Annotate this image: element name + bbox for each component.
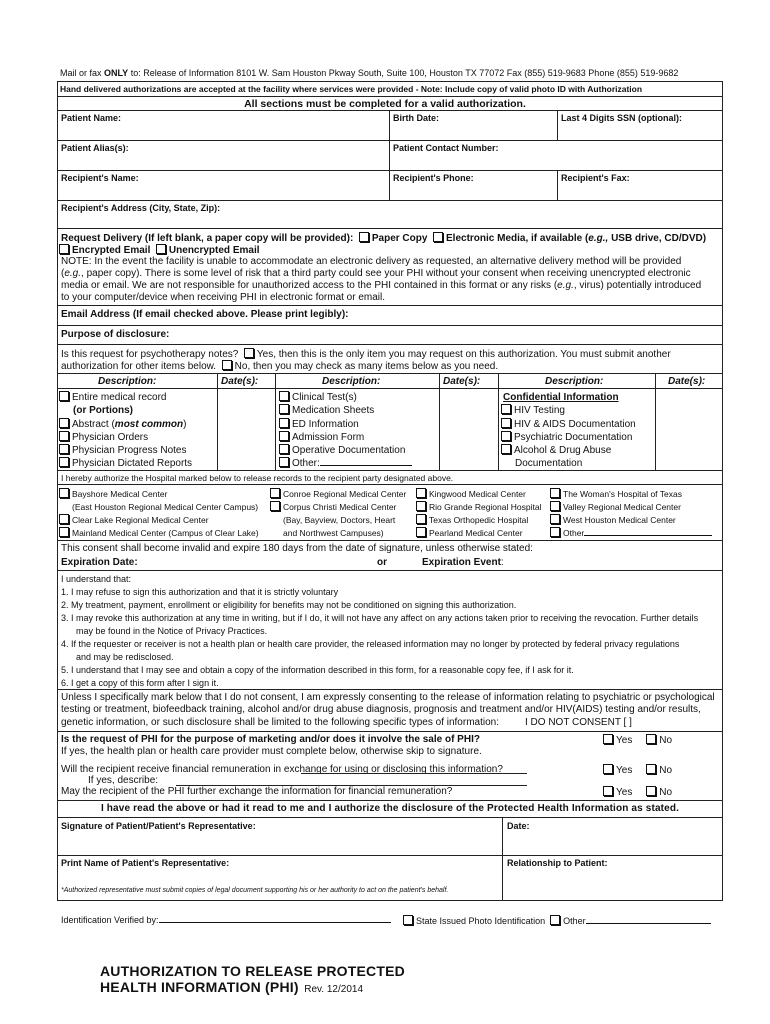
- other-item-field[interactable]: [320, 465, 412, 466]
- kingwood-checkbox[interactable]: [416, 488, 426, 498]
- other-item-checkbox[interactable]: [279, 457, 289, 467]
- other-hospital-checkbox[interactable]: [550, 527, 560, 537]
- list-item: Alcohol & Drug Abuse: [501, 444, 636, 457]
- verified-by-field[interactable]: [159, 922, 391, 923]
- list-item: 6. I get a copy of this form after I sign it.: [61, 678, 219, 688]
- other-hospital-field[interactable]: [584, 535, 712, 536]
- hospitals-col2: Conroe Regional Medical Center Corpus Christi Medical Center (Bay, Bayview, Doctors, Heart and Northwest Campuses): [270, 488, 406, 540]
- col3-dates-header: Date(s):: [668, 376, 706, 387]
- further-exchange-question: May the recipient of the PHI further exchange the information for financial remuneration?: [61, 786, 453, 797]
- list-item: 5. I understand that I may see and obtain a copy of the information described in this form, for a reasonable copy fee, if I ask for it.: [61, 665, 574, 675]
- rio-grande-checkbox[interactable]: [416, 501, 426, 511]
- remuneration-yes-checkbox[interactable]: [603, 764, 613, 774]
- col1-description-header: Description:: [98, 376, 157, 387]
- electronic-media-checkbox[interactable]: [433, 232, 443, 242]
- hospitals-col1: Bayshore Medical Center (East Houston Regional Medical Center Campus) Clear Lake Regional Medical Center Mainland Medical Center (Campus of Clear Lake): [59, 488, 259, 540]
- remuneration-no-checkbox[interactable]: [646, 764, 656, 774]
- further-exchange-options: Yes No: [603, 786, 672, 798]
- hospital-intro: I hereby authorize the Hospital marked below to release records to the recipient party designated above.: [61, 473, 454, 483]
- items-col2: [279, 391, 412, 471]
- purpose-label: Purpose of disclosure:: [61, 329, 170, 340]
- delivery-note-4: to your computer/device when receiving PHI in electronic format or email.: [61, 292, 386, 303]
- list-item: Medication Sheets: [279, 404, 412, 417]
- marketing-options: Yes No: [603, 734, 672, 746]
- paper-copy-checkbox[interactable]: [359, 232, 369, 242]
- psychiatric-doc-checkbox[interactable]: [501, 431, 511, 441]
- patient-contact-label: Patient Contact Number:: [393, 143, 499, 153]
- items-col1: [59, 391, 192, 471]
- list-item: Documentation: [515, 458, 583, 470]
- list-item: Confidential Information: [503, 392, 619, 403]
- ssn-label: Last 4 Digits SSN (optional):: [561, 113, 683, 123]
- expiration-or: or: [377, 557, 387, 568]
- list-item: 3. I may revoke this authorization at any time in writing, but if I do, it will not have any affect on any actions taken prior to receiving the revocation. Further details: [61, 613, 699, 623]
- encrypted-email-checkbox[interactable]: [59, 244, 69, 254]
- col1-dates-header: Date(s):: [221, 376, 259, 387]
- unencrypted-email-checkbox[interactable]: [156, 244, 166, 254]
- texas-ortho-checkbox[interactable]: [416, 514, 426, 524]
- bayshore-checkbox[interactable]: [59, 488, 69, 498]
- clear-lake-checkbox[interactable]: [59, 514, 69, 524]
- col3-description-header: Description:: [545, 376, 604, 387]
- state-id-checkbox[interactable]: [403, 915, 413, 925]
- list-item: (or Portions): [73, 405, 133, 417]
- pearland-checkbox[interactable]: [416, 527, 426, 537]
- physician-orders-checkbox[interactable]: [59, 431, 69, 441]
- list-item: Physician Progress Notes: [59, 444, 192, 457]
- relationship-label: Relationship to Patient:: [507, 858, 608, 868]
- revision: Rev. 12/2014: [304, 984, 364, 995]
- signature-label: Signature of Patient/Patient's Representative:: [61, 821, 256, 831]
- conroe-checkbox[interactable]: [270, 488, 280, 498]
- mainland-checkbox[interactable]: [59, 527, 69, 537]
- identification-options: State Issued Photo Identification Other: [403, 915, 711, 926]
- admission-form-checkbox[interactable]: [279, 431, 289, 441]
- print-name-label: Print Name of Patient's Representative:: [61, 858, 230, 868]
- list-item: Admission Form: [279, 431, 412, 444]
- list-item: Abstract (most common): [59, 418, 192, 431]
- hand-delivered-note: Hand delivered authorizations are accepted at the facility where services were provided - Note: Include copy of valid photo ID with Authorization: [60, 84, 643, 94]
- delivery-note-1: NOTE: In the event the facility is unable to accommodate an electronic delivery as requested, an alternative delivery method will be provided: [61, 256, 682, 267]
- list-item: may be found in the Notice of Privacy Practices.: [76, 626, 268, 636]
- list-item: Physician Dictated Reports: [59, 457, 192, 470]
- recipient-phone-label: Recipient's Phone:: [393, 173, 474, 183]
- recipient-fax-label: Recipient's Fax:: [561, 173, 630, 183]
- recipient-address-label: Recipient's Address (City, State, Zip):: [61, 203, 221, 213]
- birth-date-label: Birth Date:: [393, 113, 440, 123]
- marketing-yes-checkbox[interactable]: [603, 734, 613, 744]
- col2-description-header: Description:: [322, 376, 381, 387]
- other-id-field[interactable]: [586, 923, 711, 924]
- marketing-sub: If yes, the health plan or health care provider must complete below, otherwise skip to signature.: [61, 746, 482, 757]
- list-item: Psychiatric Documentation: [501, 431, 636, 444]
- recipient-name-label: Recipient's Name:: [61, 173, 139, 183]
- mail-instructions: Mail or fax ONLY to: Release of Information 8101 W. Sam Houston Pkway South, Suite 100, Houston TX 77072 Fax (855) 519-9683 Phone (855) 519-9682: [60, 68, 679, 78]
- abstract-checkbox[interactable]: [59, 418, 69, 428]
- valley-regional-checkbox[interactable]: [550, 501, 560, 511]
- west-houston-checkbox[interactable]: [550, 514, 560, 524]
- alcohol-drug-checkbox[interactable]: [501, 444, 511, 454]
- patient-alias-label: Patient Alias(s):: [61, 143, 129, 153]
- expiration-event-label: Expiration Event:: [422, 557, 504, 568]
- delivery-note-3: media or email. We are not responsible for unauthorized access to the PHI contained in this format or any risks (e.g., virus) potentially introduced: [61, 280, 702, 291]
- exchange-yes-checkbox[interactable]: [603, 786, 613, 796]
- list-item: 2. My treatment, payment, enrollment or eligibility for benefits may not be conditioned on signing this authorization.: [61, 600, 517, 610]
- page-title-line2: HEALTH INFORMATION (PHI) Rev. 12/2014: [100, 979, 364, 995]
- authorize-statement: I have read the above or had it read to me and I authorize the disclosure of the Protected Health Information as stated.: [100, 803, 680, 814]
- date-label: Date:: [507, 821, 530, 831]
- psychotherapy-no-checkbox[interactable]: [222, 360, 232, 370]
- list-item: 4. If the requester or receiver is not a health plan or health care provider, the released information may no longer by protected by federal privacy regulations: [61, 639, 680, 649]
- psychotherapy-question: Is this request for psychotherapy notes? Yes, then this is the only item you may request on this authorization. You must submit another: [61, 349, 671, 360]
- remuneration-options: Yes No: [603, 764, 672, 776]
- list-item: Other:: [279, 457, 412, 470]
- email-options: Encrypted Email Unencrypted Email: [59, 244, 260, 256]
- list-item: Entire medical record: [59, 391, 192, 404]
- page-title: AUTHORIZATION TO RELEASE PROTECTED: [100, 963, 405, 979]
- physician-dictated-checkbox[interactable]: [59, 457, 69, 467]
- corpus-christi-checkbox[interactable]: [270, 501, 280, 511]
- marketing-question: Is the request of PHI for the purpose of marketing and/or does it involve the sale of PHI?: [61, 734, 480, 745]
- expiration-date-label: Expiration Date:: [61, 557, 138, 568]
- psychotherapy-line2: authorization for other items below. No, then you may check as many items below as you need.: [61, 361, 499, 372]
- hospitals-col4: The Woman's Hospital of Texas Valley Regional Medical Center West Houston Medical Center Other: [550, 488, 712, 540]
- list-item: and may be redisclosed.: [76, 652, 174, 662]
- list-item: Physician Orders: [59, 431, 192, 444]
- remuneration-question: Will the recipient receive financial remuneration in exchange for using or disclosing this information?: [61, 764, 503, 775]
- request-delivery: Request Delivery (If left blank, a paper copy will be provided): Paper Copy Electronic Media, if available (e.g., USB drive, CD/DVD): [61, 233, 707, 244]
- col2-dates-header: Date(s):: [443, 376, 481, 387]
- do-not-consent[interactable]: I DO NOT CONSENT [ ]: [525, 716, 632, 728]
- consent-paragraph: Unless I specifically mark below that I do not consent, I am expressly consenting to the release of information relating to psychiatric or psychological testing or treatment, biofeedback training, alcohol and/or drug abuse diagnosis, prognosis and treatment and/or HIV(AIDS) testing and/or results, genetic information, or such disclosure shall be limited to the following specific types of information: I DO NOT CONSENT [ ]: [61, 692, 715, 728]
- psychotherapy-yes-checkbox[interactable]: [244, 348, 254, 358]
- consent-expire-text: This consent shall become invalid and expire 180 days from the date of signature, unless otherwise stated:: [61, 543, 533, 554]
- hiv-testing-checkbox[interactable]: [501, 404, 511, 414]
- list-item: Clinical Test(s): [279, 391, 412, 404]
- delivery-note-2: (e.g., paper copy). There is some level of risk that a third party could see your PHI without your consent when receiving unencrypted electronic: [61, 268, 691, 279]
- hospitals-col3: Kingwood Medical Center Rio Grande Regional Hospital Texas Orthopedic Hospital Pearland Medical Center: [416, 488, 541, 540]
- clinical-tests-checkbox[interactable]: [279, 391, 289, 401]
- items-col3: [501, 391, 636, 471]
- identification-verified: Identification Verified by:: [61, 915, 391, 925]
- physician-progress-checkbox[interactable]: [59, 444, 69, 454]
- email-address-label: Email Address (If email checked above. Please print legibly):: [61, 309, 349, 320]
- medication-sheets-checkbox[interactable]: [279, 404, 289, 414]
- list-item: HIV & AIDS Documentation: [501, 418, 636, 431]
- exchange-no-checkbox[interactable]: [646, 786, 656, 796]
- list-item: 1. I may refuse to sign this authorization and that it is strictly voluntary: [61, 587, 339, 597]
- womans-hospital-checkbox[interactable]: [550, 488, 560, 498]
- operative-doc-checkbox[interactable]: [279, 444, 289, 454]
- list-item: Operative Documentation: [279, 444, 412, 457]
- marketing-no-checkbox[interactable]: [646, 734, 656, 744]
- all-sections-notice: All sections must be completed for a valid authorization.: [244, 98, 526, 110]
- entire-record-checkbox[interactable]: [59, 391, 69, 401]
- patient-name-label: Patient Name:: [61, 113, 122, 123]
- other-id-checkbox[interactable]: [550, 915, 560, 925]
- describe-label: If yes, describe:: [88, 775, 159, 786]
- list-item: HIV Testing: [501, 404, 636, 417]
- representative-footnote: *Authorized representative must submit copies of legal document supporting his or her authority to act on the patient's behalf.: [61, 887, 449, 894]
- ed-information-checkbox[interactable]: [279, 418, 289, 428]
- list-item: ED Information: [279, 418, 412, 431]
- hiv-aids-doc-checkbox[interactable]: [501, 418, 511, 428]
- understand-list: I understand that: 1. I may refuse to sign this authorization and that it is strictly voluntary 2. My treatment, payment, enrollment or eligibility for benefits may not be conditioned on signing this authorization. 3. I may revoke this authorization at any time in writing, but if I do, it will not have any affect on any actions taken prior to receiving the revocation. Further details may be found in the Notice of Privacy Practices. 4. If the requester or receiver is not a health plan or health care provider, the released information may no longer by protected by federal privacy regulations and may be redisclosed. 5. I understand that I may see and obtain a copy of the information described in this form, for a reasonable copy fee, if I ask for it. 6. I get a copy of this form after I sign it.: [61, 574, 699, 688]
